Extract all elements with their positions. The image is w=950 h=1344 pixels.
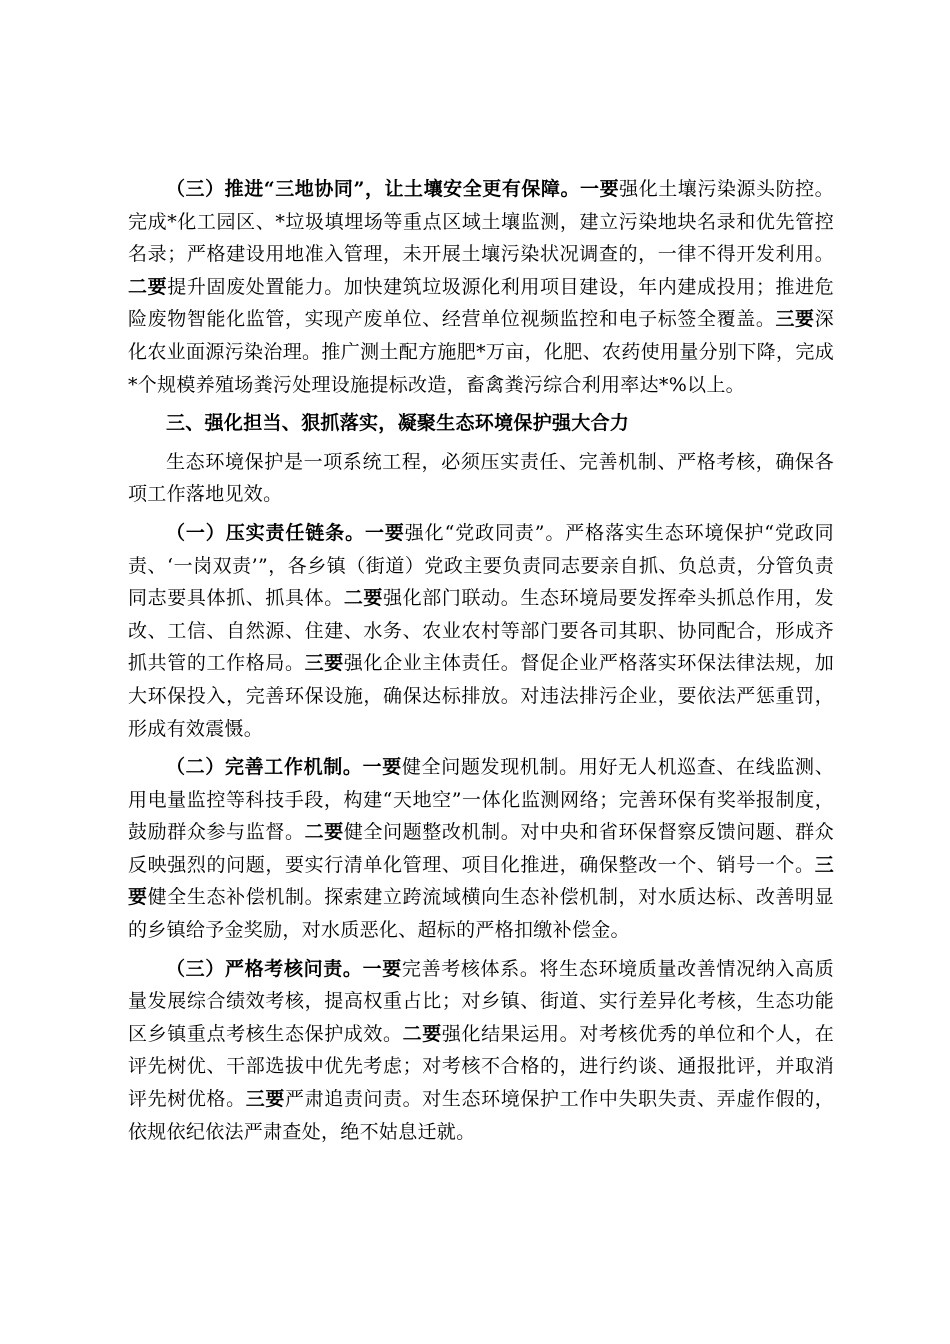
document-page (128, 173, 834, 1154)
subheading-responsibility-chain: （一）压实责任链条。 (166, 521, 365, 544)
point-one-text: 完善考核体系。将生态环境质量改善情况纳入高质量发展综合绩效考核，提高权重占比；对乡镇、街道、实行差异化考核，生态功能区乡镇重点考核生态保护成效。 (128, 957, 834, 1045)
section-intro-text: 生态环境保护是一项系统工程，必须压实责任、完善机制、严格考核，确保各项工作落地见效。 (128, 450, 834, 506)
point-three-text: 健全生态补偿机制。探索建立跨流域横向生态补偿机制，对水质达标、改善明显的乡镇给予金奖励，对水质恶化、超标的严格扣缴补偿金。 (128, 886, 834, 942)
point-three-label: 三要 (128, 853, 834, 909)
section-heading-text: 三、强化担当、狠抓落实，凝聚生态环境保护强大合力 (166, 412, 630, 435)
point-one-label: 一要 (362, 957, 402, 980)
subheading-three-land-coordination: （三）推进“三地协同”，让土壤安全更有保障。 (166, 178, 581, 200)
subheading-assessment-accountability: （三）严格考核问责。 (166, 957, 363, 980)
point-three-text: 强化企业主体责任。督促企业严格落实环保法律法规，加大环保投入，完善环保设施，确保达标排放。对违法排污企业，要依法严惩重罚，形成有效震慑。 (128, 652, 834, 740)
point-one-label: 一要 (362, 756, 402, 779)
point-three-label: 三要 (775, 308, 815, 331)
point-one-text: 健全问题发现机制。用好无人机巡查、在线监测、用电量监控等科技手段，构建“天地空”一体化监测网络；完善环保有奖举报制度，鼓励群众参与监督。 (128, 756, 834, 844)
section-heading-three (128, 407, 834, 440)
point-three-text: 严肃追责问责。对生态环境保护工作中失职失责、弄虚作假的，依规依纪依法严肃查处，绝不姑息迁就。 (128, 1088, 834, 1143)
paragraph-section-intro (128, 446, 834, 511)
point-one-label: 一要 (580, 178, 620, 200)
point-three-text: 深化农业面源污染治理。推广测土配方施肥*万亩，化肥、农药使用量分别下降，完成*个规模养殖场粪污处理设施提标改造，畜禽粪污综合利用率达*%以上。 (128, 308, 834, 396)
point-two-label: 二要 (343, 587, 384, 610)
point-two-label: 二要 (304, 821, 344, 844)
point-two-text: 强化部门联动。生态环境局要发挥牵头抓总作用，发改、工信、自然源、住建、水务、农业农村等部门要各司其职、协同配合，形成齐抓共管的工作格局。 (128, 587, 834, 675)
paragraph-work-mechanism (128, 751, 834, 947)
paragraph-assessment-accountability (128, 953, 834, 1149)
point-one-label: 一要 (364, 521, 405, 544)
point-one-text: 强化土壤污染源头防控。完成*化工园区、*垃圾填埋场等重点区域土壤监测，建立污染地块名录和优先管控名录；严格建设用地准入管理，未开展土壤污染状况调查的，一律不得开发利用。 (128, 178, 834, 266)
paragraph-soil-protection (128, 173, 834, 401)
point-two-label: 二要 (402, 1022, 442, 1045)
point-two-text: 健全问题整改机制。对中央和省环保督察反馈问题、群众反映强烈的问题，要实行清单化管理、项目化推进，确保整改一个、销号一个。 (128, 821, 834, 876)
point-three-label: 三要 (245, 1088, 285, 1111)
point-two-text: 强化结果运用。对考核优秀的单位和个人，在评先树优、干部选拔中优先考虑；对考核不合格的，进行约谈、通报批评，并取消评先树优格。 (128, 1022, 834, 1111)
subheading-work-mechanism: （二）完善工作机制。 (166, 756, 363, 779)
point-three-label: 三要 (304, 652, 344, 675)
paragraph-responsibility-chain (128, 517, 834, 745)
point-two-label: 二要 (128, 275, 168, 298)
point-two-text: 提升固废处置能力。加快建筑垃圾源化利用项目建设，年内建成投用；推进危险废物智能化监管，实现产废单位、经营单位视频监控和电子标签全覆盖。 (128, 275, 834, 331)
point-one-text: 强化“党政同责”。严格落实生态环境保护“党政同责、‘一岗双责’”，各乡镇（街道）党政主要负责同志要亲自抓、负总责，分管负责同志要具体抓、抓具体。 (128, 521, 834, 610)
